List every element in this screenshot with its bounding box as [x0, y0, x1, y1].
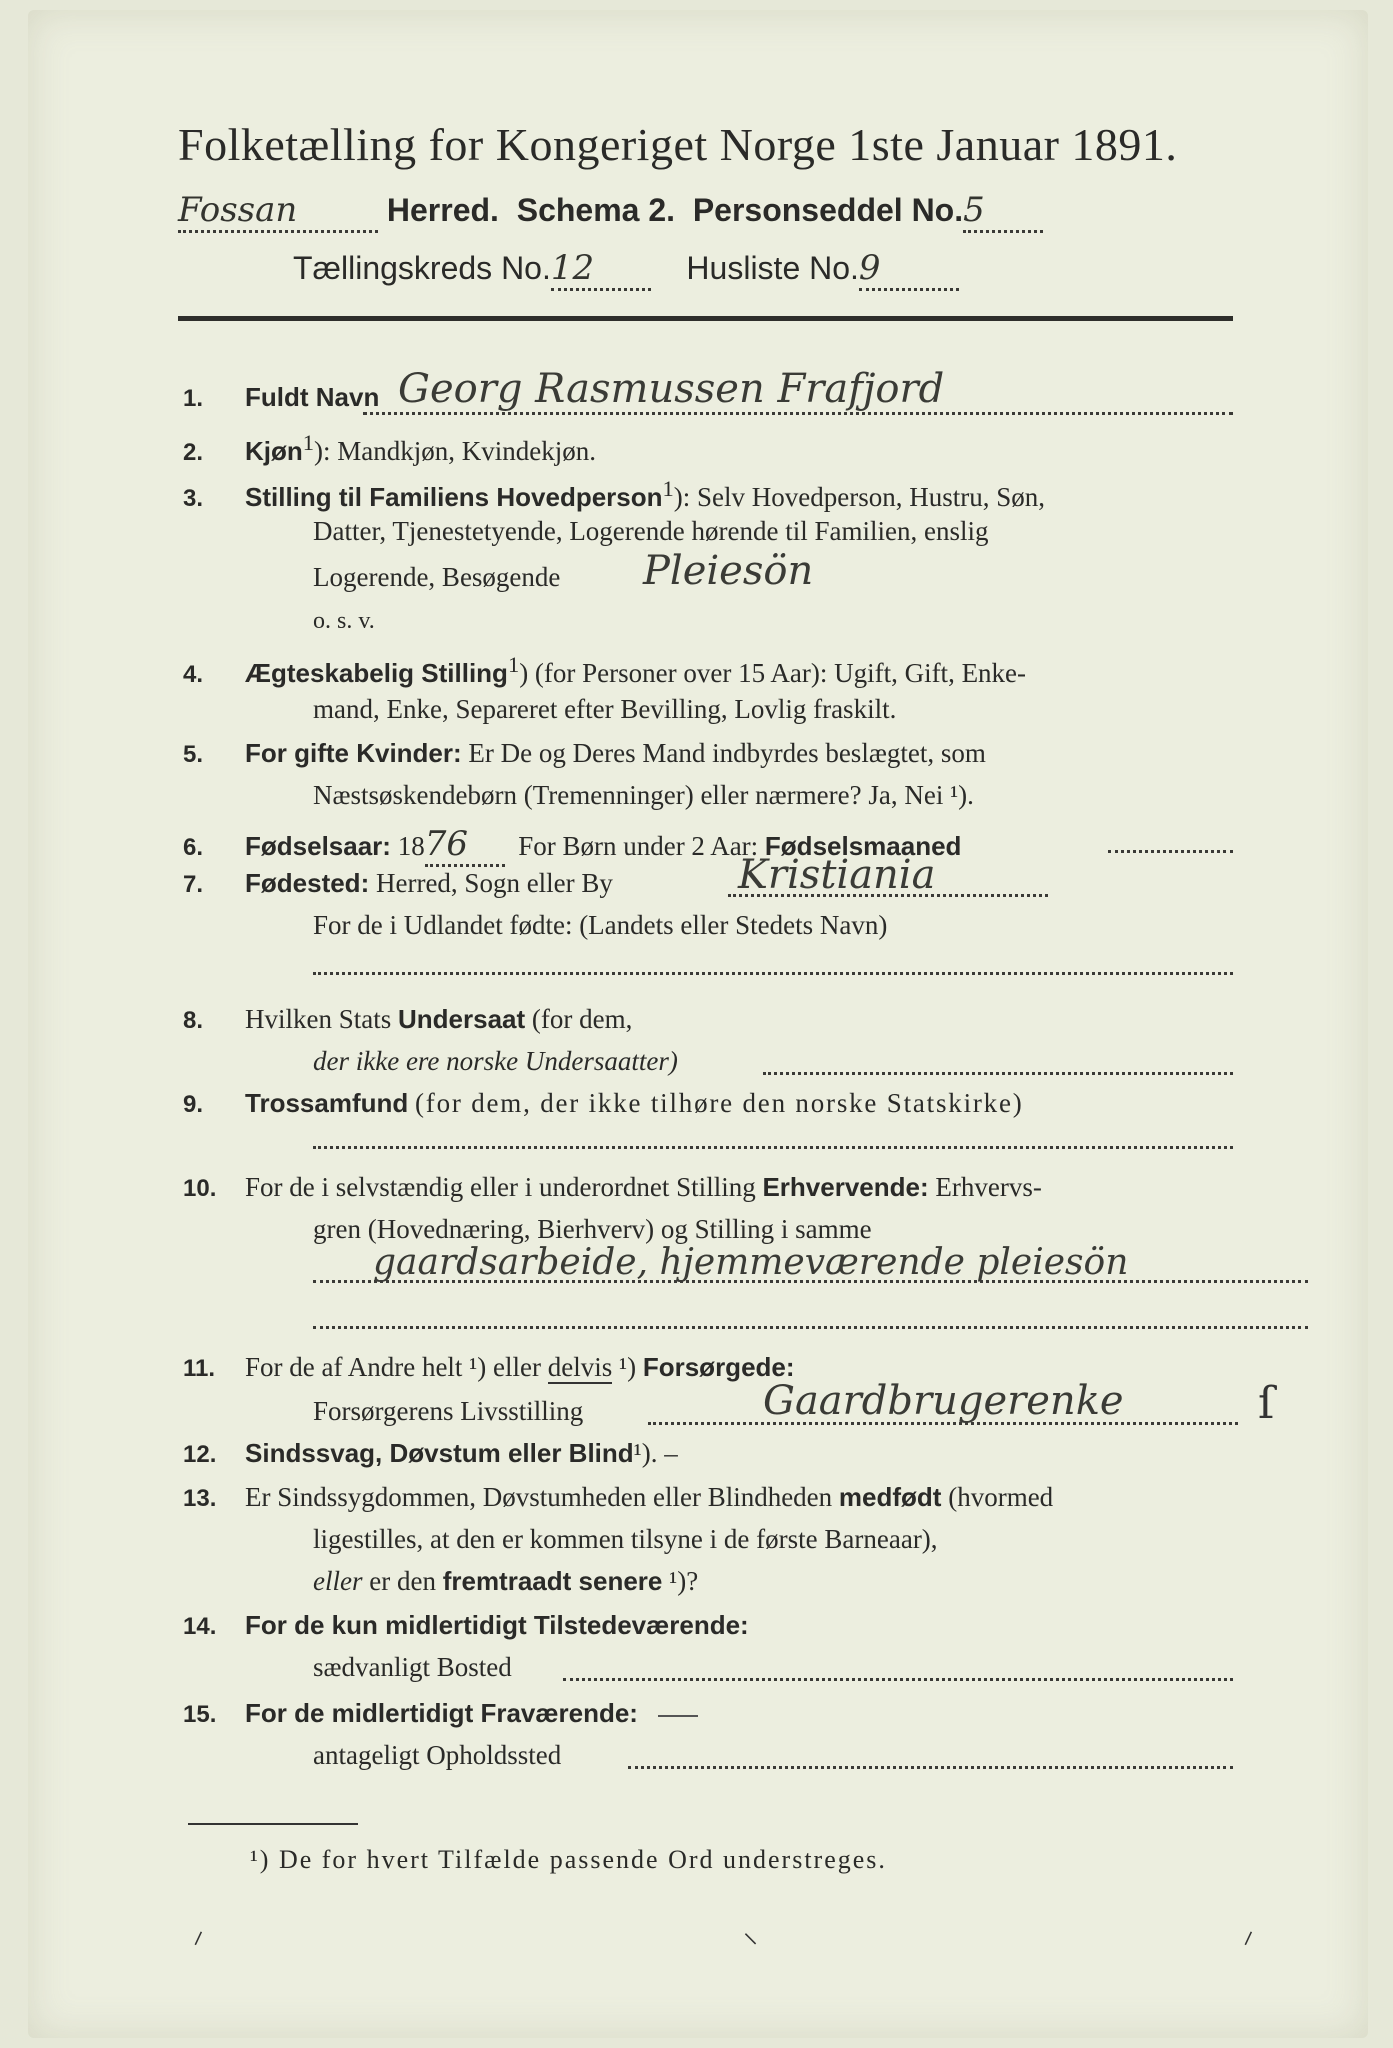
item-3: [183, 476, 1045, 513]
item-12: [183, 1438, 678, 1469]
item-text-2: Erhvervs-: [935, 1172, 1042, 1202]
item-4: [183, 652, 1026, 689]
kreds-label: Tællingskreds No.: [293, 250, 551, 286]
item-label: Erhvervende:: [762, 1172, 929, 1202]
item-10: [183, 1172, 1042, 1203]
citizenship-fill-line: [763, 1072, 1233, 1075]
year-prefix: 18: [397, 831, 425, 861]
item-13-line-3: [313, 1566, 698, 1597]
item-label: Fødselsaar:: [245, 831, 391, 861]
item-number: 14.: [183, 1613, 217, 1640]
item-14: [183, 1610, 749, 1641]
item-label: Fuldt Navn: [245, 382, 380, 412]
item-13-tail: ¹)?: [669, 1566, 699, 1596]
personseddel-value: 5: [963, 190, 1043, 233]
item-label: Fødested:: [245, 868, 370, 898]
margin-mark-right: ⸝: [1233, 1913, 1260, 1952]
husliste-value: 9: [859, 248, 959, 291]
item-14-line-2: sædvanligt Bosted: [313, 1652, 512, 1682]
footnote-mark: 1: [662, 476, 674, 501]
item-3-line-3: Logerende, Besøgende: [313, 562, 561, 592]
item-13: [183, 1482, 1053, 1513]
underlined-word: delvis: [547, 1352, 613, 1382]
item-13-line-2: ligestilles, at den er kommen tilsyne i de første Barneaar),: [313, 1524, 938, 1554]
item-9: [183, 1088, 1024, 1119]
item-number: 12.: [183, 1441, 217, 1468]
item-3-line-2: Datter, Tjenestetyende, Logerende hørende til Familien, enslig: [313, 516, 989, 546]
item-3-line-4: o. s. v.: [313, 608, 375, 634]
item-label: Hvilken Stats: [245, 1004, 392, 1034]
herred-label: Herred.: [386, 192, 499, 228]
occupation-fill-line-2: [313, 1326, 1308, 1329]
header-line-herred: [178, 190, 1043, 233]
item-13-eller: eller: [313, 1566, 363, 1596]
item-number: 6.: [183, 834, 204, 861]
item-number: 13.: [183, 1485, 217, 1512]
item-number: 10.: [183, 1175, 217, 1202]
schema-label: Schema 2.: [516, 192, 676, 228]
item-label: Sindssvag, Døvstum eller Blind: [245, 1438, 634, 1468]
item-label-b: Fødselsmaaned: [764, 831, 962, 861]
margin-mark-center: ⸜: [743, 1915, 758, 1950]
item-label: medfødt: [838, 1482, 942, 1512]
answer-provider-occupation: Gaardbrugerenke: [763, 1378, 1124, 1424]
item-text: For de i selvstændig eller i underordnet Stilling: [245, 1172, 756, 1202]
item-7-line-2: For de i Udlandet fødte: (Landets eller Stedets Navn): [313, 910, 888, 940]
item-label: For de kun midlertidigt Tilstedeværende:: [245, 1610, 749, 1640]
item-8-line-2: der ikke ere norske Undersaatter): [313, 1046, 678, 1076]
item-7: [183, 868, 613, 899]
item-text: ): Selv Hovedperson, Hustru, Søn,: [673, 482, 1045, 512]
item-5: [183, 738, 986, 769]
item-label: Forsørgede:: [642, 1352, 795, 1382]
form-title: Folketælling for Kongeriget Norge 1ste Januar 1891.: [178, 119, 1178, 170]
item-label: Stilling til Familiens Hovedperson: [245, 482, 663, 512]
item-5-line-2: Næstsøskendebørn (Tremenninger) eller nærmere? Ja, Nei ¹).: [313, 780, 974, 810]
item-number: 5.: [183, 741, 204, 768]
footnote: ¹) De for hvert Tilfælde passende Ord understreges.: [250, 1845, 887, 1874]
item-text-2: (hvormed: [948, 1482, 1054, 1512]
whereabouts-fill-line: [628, 1766, 1233, 1769]
foreign-birthplace-fill-line: [313, 972, 1233, 975]
personseddel-label: Personseddel No.: [692, 192, 964, 228]
footnote-mark: 1: [302, 430, 315, 455]
item-1: [183, 382, 379, 413]
item-text: ¹). –: [633, 1438, 678, 1468]
item-13-text: er den: [369, 1566, 436, 1596]
item-11: [183, 1352, 795, 1383]
item-text: For Børn under 2 Aar:: [518, 831, 759, 861]
item-label: Trossamfund: [245, 1088, 409, 1118]
item-text: (for dem, der ikke tilhøre den norske Statskirke): [415, 1088, 1024, 1118]
name-fill-line: [363, 412, 1233, 415]
item-label: Ægteskabelig Stilling: [245, 658, 508, 688]
birth-month-fill-line: [1108, 850, 1233, 853]
dash-mark: [658, 1715, 698, 1717]
census-form: [28, 10, 1368, 2038]
header-line-kreds: [293, 248, 959, 291]
item-number: 2.: [183, 439, 204, 466]
item-15-line-2: antageligt Opholdssted: [313, 1740, 562, 1770]
item-text: For de af Andre helt ¹) eller: [245, 1352, 541, 1382]
item-number: 7.: [183, 871, 204, 898]
item-11-line-2: Forsørgerens Livsstilling: [313, 1396, 584, 1426]
item-label: Kjøn: [245, 436, 303, 466]
item-8: [183, 1004, 632, 1035]
margin-mark-left: ⸝: [183, 1913, 210, 1952]
item-text: ) (for Personer over 15 Aar): Ugift, Gift, Enke-: [519, 658, 1027, 688]
religion-fill-line: [313, 1146, 1233, 1149]
item-text: Er De og Deres Mand indbyrdes beslægtet, som: [468, 738, 986, 768]
answer-full-name: Georg Rasmussen Frafjord: [398, 366, 945, 412]
item-label-b: Undersaat: [398, 1004, 526, 1034]
item-2: [183, 430, 596, 467]
item-13-label: fremtraadt senere: [442, 1566, 663, 1596]
item-number: 1.: [183, 385, 204, 412]
answer-occupation: gaardsarbeide, hjemmeværende pleiesön: [373, 1242, 1129, 1283]
item-number: 8.: [183, 1007, 204, 1034]
item-label: For de midlertidigt Fraværende:: [245, 1698, 638, 1728]
item-number: 3.: [183, 485, 204, 512]
item-number: 9.: [183, 1091, 204, 1118]
item-text: Herred, Sogn eller By: [375, 868, 613, 898]
item-text: ): Mandkjøn, Kvindekjøn.: [314, 436, 596, 466]
kreds-value: 12: [551, 248, 651, 291]
answer-birthplace: Kristiania: [738, 852, 936, 898]
item-label: For gifte Kvinder:: [245, 738, 462, 768]
husliste-label: Husliste No.: [686, 250, 859, 286]
handwritten-tick-mark: ſ: [1258, 1378, 1275, 1429]
item-number: 15.: [183, 1701, 217, 1728]
answer-position: Pleiesön: [643, 548, 814, 594]
item-10-line-2: gren (Hovednæring, Bierhverv) og Stilling i samme: [313, 1214, 872, 1244]
herred-value: Fossan: [178, 190, 378, 233]
footnote-rule: [188, 1823, 358, 1825]
item-text: Er Sindssygdommen, Døvstumheden eller Blindheden: [245, 1482, 833, 1512]
item-text-2: ¹): [619, 1352, 637, 1382]
item-number: 11.: [183, 1355, 216, 1382]
item-text: (for dem,: [531, 1004, 633, 1034]
item-number: 4.: [183, 661, 204, 688]
item-15: [183, 1698, 698, 1729]
item-4-line-2: mand, Enke, Separeret efter Bevilling, Lovlig fraskilt.: [313, 694, 897, 724]
residence-fill-line: [563, 1678, 1233, 1681]
answer-birth-year: 76: [425, 824, 505, 867]
footnote-mark: 1: [507, 652, 520, 677]
header-rule: [178, 316, 1233, 321]
